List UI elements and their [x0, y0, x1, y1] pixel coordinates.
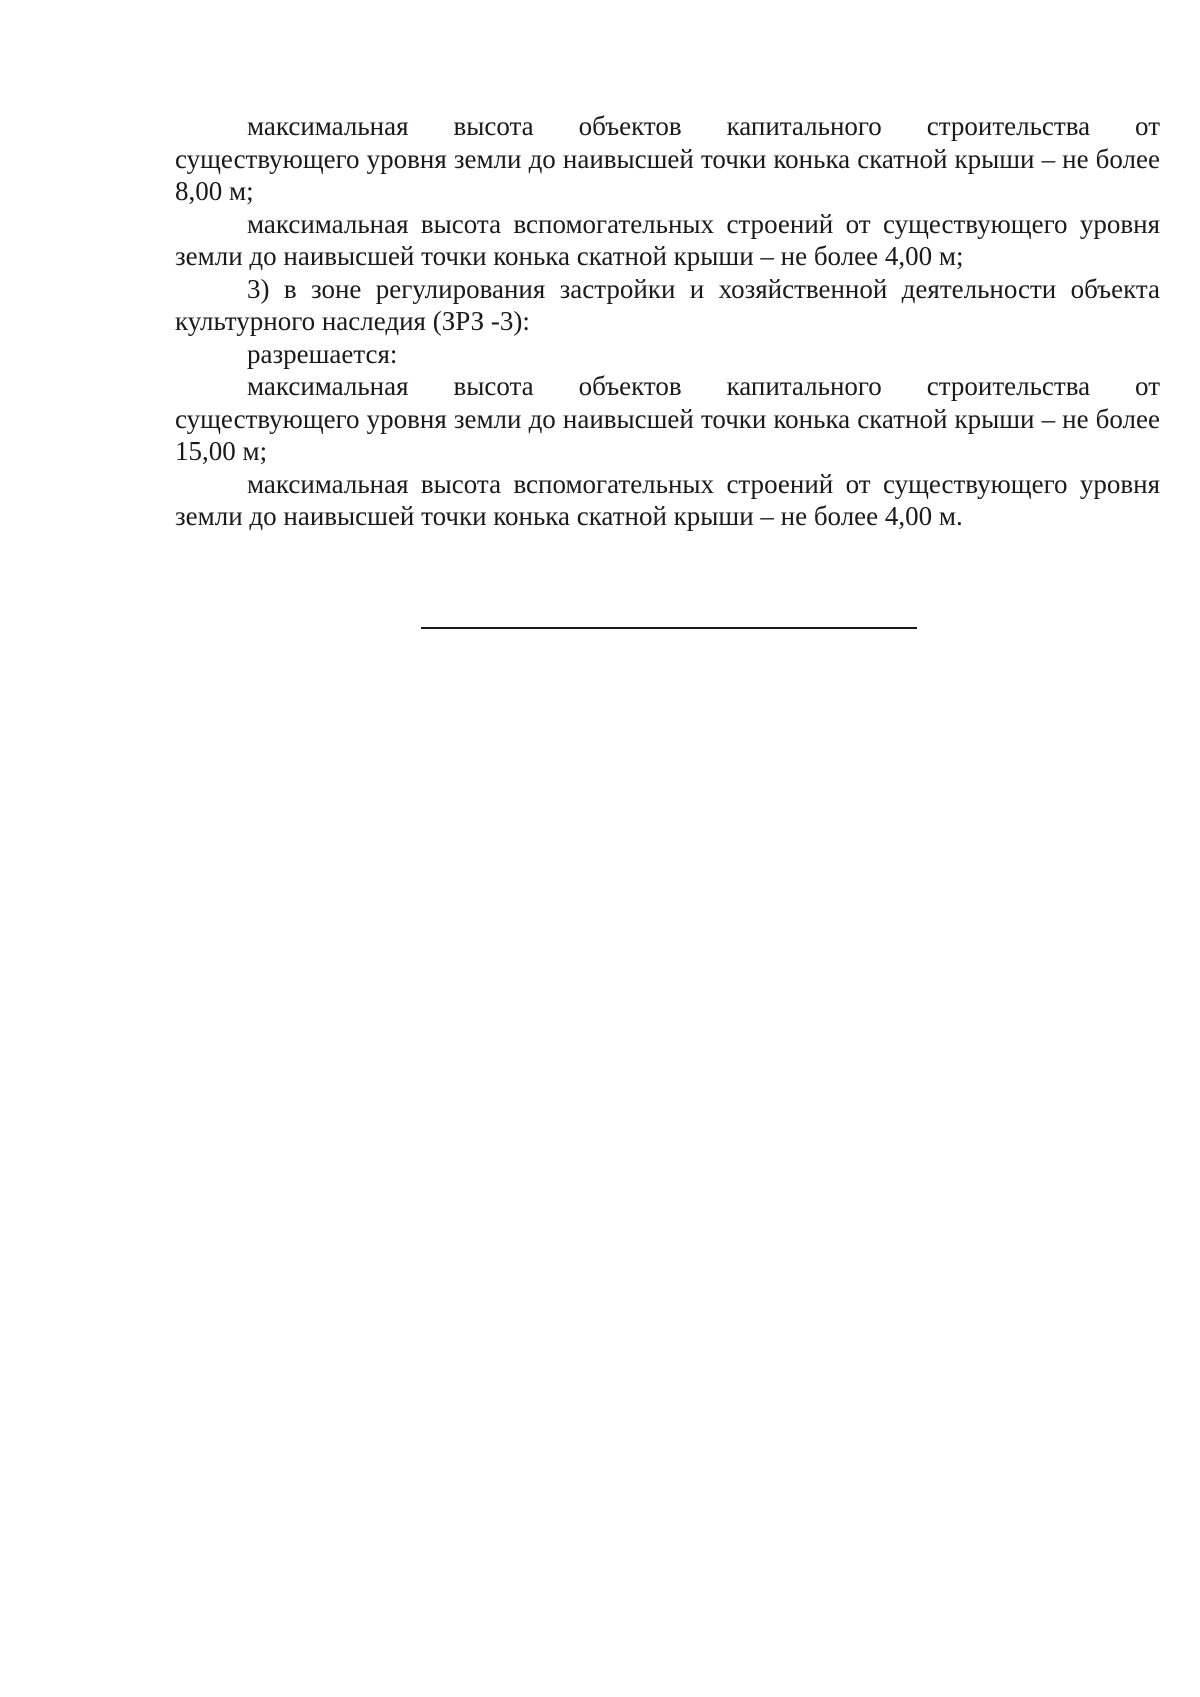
- paragraph-max-height-auxiliary-zrz2: максимальная высота вспомогательных строений от существующего уровня земли до наивысшей точки конька скатной крыши – не более 4,00 м;: [175, 208, 1160, 271]
- paragraph-max-height-capital-zrz3: максимальная высота объектов капитального строительства от существующего уровня земли до наивысшей точки конька скатной крыши – не более 15,00 м;: [175, 371, 1160, 466]
- document-body: [175, 110, 1160, 533]
- paragraph-permitted: разрешается:: [247, 338, 398, 369]
- end-of-document-rule: [421, 627, 917, 629]
- paragraph-max-height-auxiliary-zrz3: максимальная высота вспомогательных строений от существующего уровня земли до наивысшей точки конька скатной крыши – не более 4,00 м.: [175, 468, 1160, 531]
- paragraph-zone-zrz3-heading: 3) в зоне регулирования застройки и хозяйственной деятельности объекта культурного наследия (ЗРЗ -3):: [175, 273, 1160, 336]
- paragraph-max-height-capital-zrz2: максимальная высота объектов капитального строительства от существующего уровня земли до наивысшей точки конька скатной крыши – не более 8,00 м;: [175, 111, 1160, 206]
